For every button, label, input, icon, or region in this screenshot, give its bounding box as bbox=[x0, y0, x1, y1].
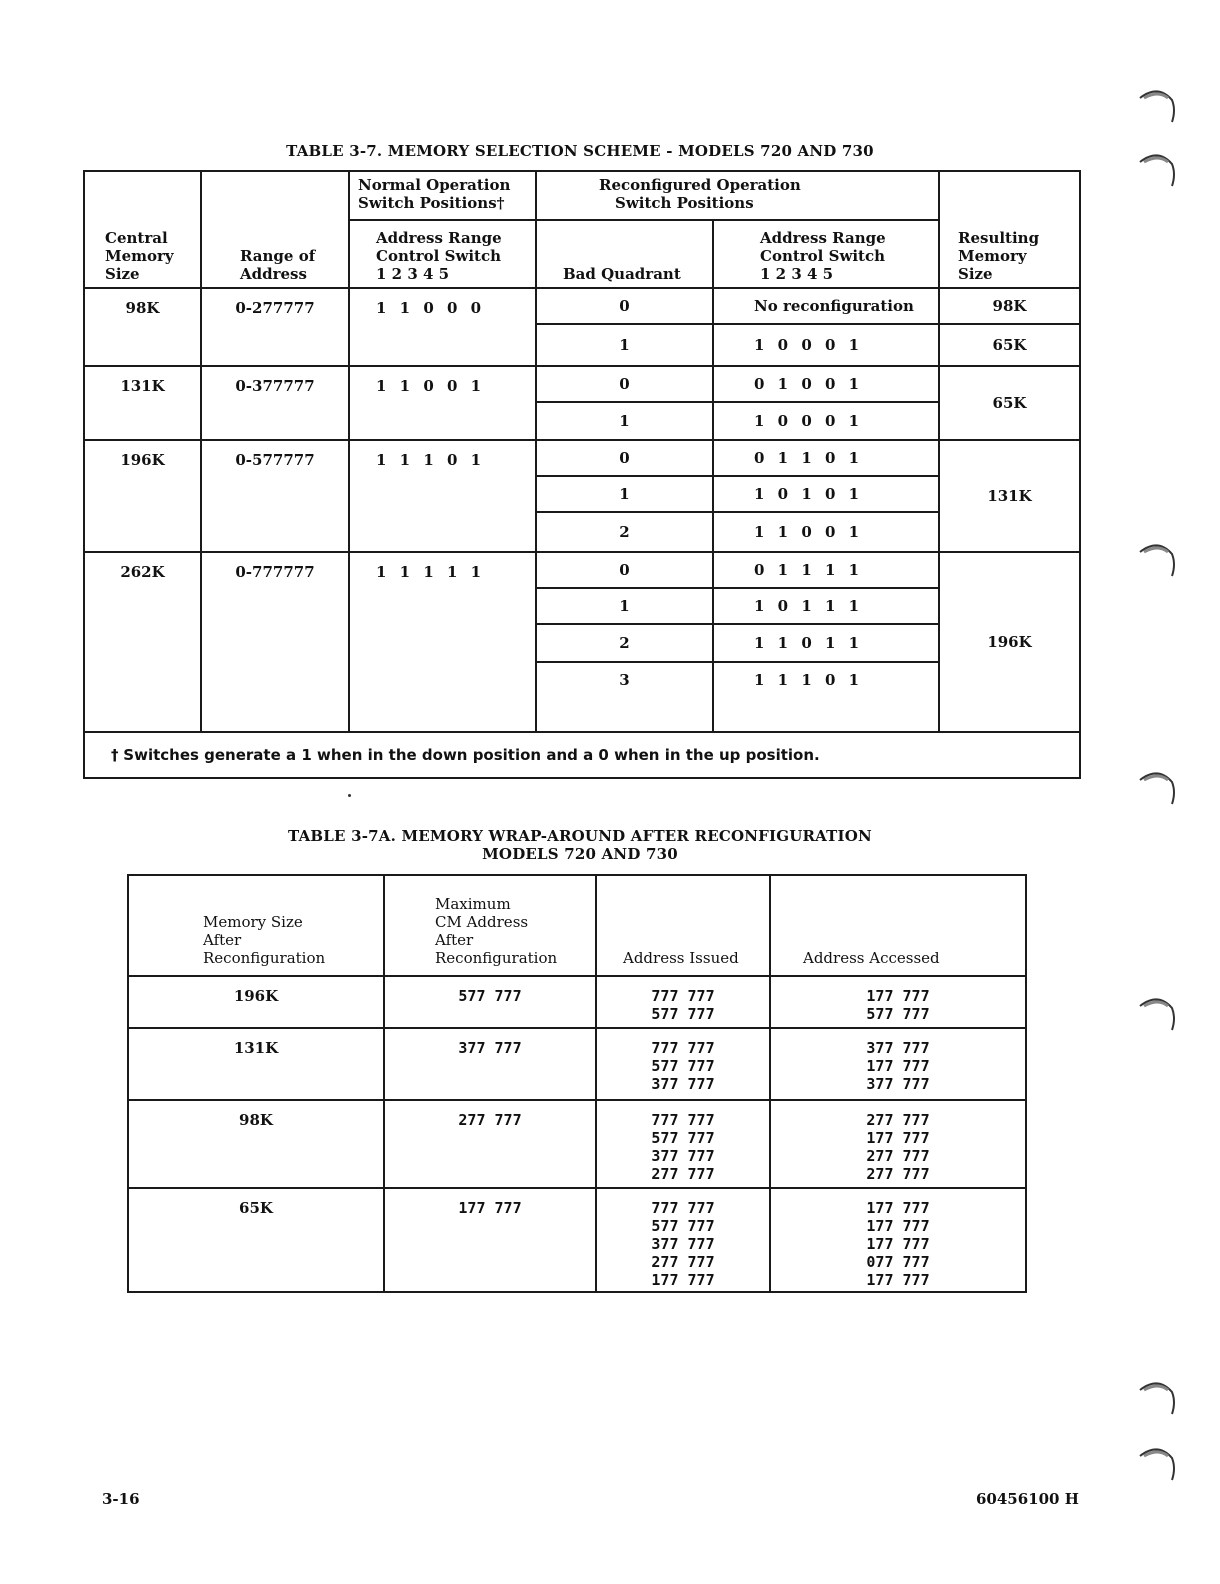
table-row bbox=[84, 288, 1080, 324]
address-issued bbox=[596, 976, 770, 1028]
bad-quadrant: 3 bbox=[536, 662, 713, 732]
memory-size: 65K bbox=[128, 1188, 384, 1292]
address-value: 177 777 bbox=[866, 1217, 930, 1235]
bad-quadrant: 0 bbox=[536, 552, 713, 588]
binder-hole-mark bbox=[1138, 86, 1178, 126]
address-value: 577 777 bbox=[866, 1005, 930, 1023]
footnote-row bbox=[84, 732, 1080, 778]
header-text: Control Switch bbox=[376, 247, 502, 265]
bad-quadrant: 0 bbox=[536, 440, 713, 476]
address-accessed bbox=[770, 1188, 1026, 1292]
reconfigured-switch-positions: 1 1 1 0 1 bbox=[713, 662, 939, 732]
header-text: Range of bbox=[240, 247, 316, 265]
bad-quadrant: 0 bbox=[536, 366, 713, 402]
header-text: Memory bbox=[958, 247, 1027, 265]
memory-size: 98K bbox=[128, 1100, 384, 1188]
binder-hole-mark bbox=[1138, 1378, 1178, 1418]
bad-quadrant: 2 bbox=[536, 624, 713, 662]
central-memory-size: 262K bbox=[84, 552, 201, 732]
bad-quadrant: 2 bbox=[536, 512, 713, 552]
header-address-range-reconf bbox=[713, 220, 939, 288]
resulting-memory-size: 131K bbox=[939, 440, 1080, 552]
header-address-accessed: Address Accessed bbox=[770, 875, 1026, 976]
header-text: After bbox=[203, 931, 242, 949]
table-row bbox=[128, 1188, 1026, 1292]
reconfigured-switch-positions: 0 1 1 0 1 bbox=[713, 440, 939, 476]
header-text: Maximum bbox=[435, 895, 511, 913]
address-value: 577 777 bbox=[651, 1005, 715, 1023]
header-range-of-address bbox=[201, 171, 349, 288]
stray-dot bbox=[348, 794, 351, 797]
address-value: 377 777 bbox=[866, 1075, 930, 1093]
address-value: 777 777 bbox=[651, 1111, 715, 1129]
address-value: 577 777 bbox=[651, 1217, 715, 1235]
address-accessed bbox=[770, 1028, 1026, 1100]
binder-hole-mark bbox=[1138, 1444, 1178, 1484]
memory-selection-table bbox=[83, 170, 1081, 779]
max-cm-address: 577 777 bbox=[384, 976, 596, 1028]
address-value: 377 777 bbox=[651, 1235, 715, 1253]
footnote bbox=[84, 732, 1080, 778]
reconfigured-switch-positions: 1 1 0 0 1 bbox=[713, 512, 939, 552]
resulting-memory-size: 65K bbox=[939, 366, 1080, 440]
page-number: 3-16 bbox=[102, 1490, 140, 1508]
table2-title-line1: TABLE 3-7A. MEMORY WRAP-AROUND AFTER RECONFIGURATION bbox=[288, 827, 872, 845]
normal-switch-positions: 1 1 0 0 1 bbox=[349, 366, 536, 440]
bad-quadrant: 0 bbox=[536, 288, 713, 324]
reconfigured-switch-positions: 1 1 0 1 1 bbox=[713, 624, 939, 662]
address-value: 177 777 bbox=[651, 1271, 715, 1289]
binder-hole-mark bbox=[1138, 150, 1178, 190]
binder-hole-mark bbox=[1138, 994, 1178, 1034]
header-text: Central bbox=[105, 229, 168, 247]
header-text: After bbox=[435, 931, 474, 949]
table1-title: TABLE 3-7. MEMORY SELECTION SCHEME - MODELS 720 AND 730 bbox=[286, 142, 874, 160]
central-memory-size: 98K bbox=[84, 288, 201, 366]
header-text: Switch Positions bbox=[615, 194, 754, 212]
address-value: 577 777 bbox=[651, 1129, 715, 1147]
header-max-cm-address bbox=[384, 875, 596, 976]
header-central-memory bbox=[84, 171, 201, 288]
header-address-issued: Address Issued bbox=[596, 875, 770, 976]
address-issued bbox=[596, 1028, 770, 1100]
header-text: Size bbox=[958, 265, 993, 283]
resulting-memory-size: 65K bbox=[939, 324, 1080, 366]
header-text: 1 2 3 4 5 bbox=[760, 265, 834, 283]
header-text: Memory bbox=[105, 247, 174, 265]
memory-size: 196K bbox=[128, 976, 384, 1028]
address-value: 277 777 bbox=[651, 1253, 715, 1271]
max-cm-address: 177 777 bbox=[384, 1188, 596, 1292]
central-memory-size: 196K bbox=[84, 440, 201, 552]
address-value: 577 777 bbox=[651, 1057, 715, 1075]
address-value: 077 777 bbox=[866, 1253, 930, 1271]
header-text: Size bbox=[105, 265, 140, 283]
header-text: Control Switch bbox=[760, 247, 886, 265]
document-number: 60456100 H bbox=[976, 1490, 1079, 1508]
header-text: Reconfiguration bbox=[435, 949, 558, 967]
memory-size: 131K bbox=[128, 1028, 384, 1100]
address-value: 277 777 bbox=[651, 1165, 715, 1183]
header-text: Normal Operation bbox=[358, 176, 511, 194]
header-text: CM Address bbox=[435, 913, 529, 931]
reconfigured-switch-positions: 1 0 1 1 1 bbox=[713, 588, 939, 624]
header-blank bbox=[939, 171, 1080, 220]
binder-hole-mark bbox=[1138, 540, 1178, 580]
address-accessed bbox=[770, 1100, 1026, 1188]
address-issued bbox=[596, 1188, 770, 1292]
reconfigured-switch-positions: No reconfiguration bbox=[713, 288, 939, 324]
address-value: 777 777 bbox=[651, 987, 715, 1005]
address-value: 277 777 bbox=[866, 1165, 930, 1183]
max-cm-address: 377 777 bbox=[384, 1028, 596, 1100]
address-value: 177 777 bbox=[866, 1235, 930, 1253]
reconfigured-switch-positions: 1 0 1 0 1 bbox=[713, 476, 939, 512]
address-value: 377 777 bbox=[651, 1075, 715, 1093]
header-text: Reconfiguration bbox=[203, 949, 326, 967]
table-row bbox=[84, 552, 1080, 588]
address-range: 0-377777 bbox=[201, 366, 349, 440]
header-text: Reconfigured Operation bbox=[599, 176, 801, 194]
address-value: 377 777 bbox=[866, 1039, 930, 1057]
dagger-mark: † bbox=[111, 746, 119, 764]
address-value: 177 777 bbox=[866, 1199, 930, 1217]
header-normal-operation bbox=[349, 171, 536, 220]
central-memory-size: 131K bbox=[84, 366, 201, 440]
resulting-memory-size: 196K bbox=[939, 552, 1080, 732]
address-range: 0-777777 bbox=[201, 552, 349, 732]
address-issued bbox=[596, 1100, 770, 1188]
table-row bbox=[84, 440, 1080, 476]
bad-quadrant: 1 bbox=[536, 402, 713, 440]
header-text: Address bbox=[240, 265, 307, 283]
address-value: 277 777 bbox=[866, 1111, 930, 1129]
address-value: 777 777 bbox=[651, 1039, 715, 1057]
address-accessed bbox=[770, 976, 1026, 1028]
header-bad-quadrant: Bad Quadrant bbox=[536, 220, 713, 288]
header-text: 1 2 3 4 5 bbox=[376, 265, 450, 283]
header-text: Memory Size bbox=[203, 913, 303, 931]
table-row bbox=[128, 976, 1026, 1028]
header-text: Resulting bbox=[958, 229, 1040, 247]
binder-hole-mark bbox=[1138, 768, 1178, 808]
address-value: 177 777 bbox=[866, 1129, 930, 1147]
address-value: 177 777 bbox=[866, 1057, 930, 1075]
header-text: Address Range bbox=[760, 229, 886, 247]
address-value: 377 777 bbox=[651, 1147, 715, 1165]
reconfigured-switch-positions: 0 1 0 0 1 bbox=[713, 366, 939, 402]
bad-quadrant: 1 bbox=[536, 476, 713, 512]
header-text: Address Range bbox=[376, 229, 502, 247]
header-memory-size bbox=[128, 875, 384, 976]
header-text: Switch Positions† bbox=[358, 194, 505, 212]
address-value: 777 777 bbox=[651, 1199, 715, 1217]
table-row bbox=[128, 1028, 1026, 1100]
address-value: 277 777 bbox=[866, 1147, 930, 1165]
address-value: 177 777 bbox=[866, 1271, 930, 1289]
normal-switch-positions: 1 1 1 0 1 bbox=[349, 440, 536, 552]
address-range: 0-277777 bbox=[201, 288, 349, 366]
bad-quadrant: 1 bbox=[536, 588, 713, 624]
address-value: 177 777 bbox=[866, 987, 930, 1005]
address-range: 0-577777 bbox=[201, 440, 349, 552]
reconfigured-switch-positions: 0 1 1 1 1 bbox=[713, 552, 939, 588]
table-row bbox=[84, 366, 1080, 402]
reconfigured-switch-positions: 1 0 0 0 1 bbox=[713, 402, 939, 440]
table-row bbox=[128, 1100, 1026, 1188]
normal-switch-positions: 1 1 1 1 1 bbox=[349, 552, 536, 732]
resulting-memory-size: 98K bbox=[939, 288, 1080, 324]
footnote-text: Switches generate a 1 when in the down position and a 0 when in the up position. bbox=[123, 746, 820, 764]
table2-title-line2: MODELS 720 AND 730 bbox=[482, 845, 678, 863]
memory-wraparound-table bbox=[127, 874, 1027, 1293]
header-reconfigured-operation bbox=[536, 171, 939, 220]
header-address-range-normal bbox=[349, 220, 536, 288]
reconfigured-switch-positions: 1 0 0 0 1 bbox=[713, 324, 939, 366]
header-resulting-memory bbox=[939, 220, 1080, 288]
normal-switch-positions: 1 1 0 0 0 bbox=[349, 288, 536, 366]
bad-quadrant: 1 bbox=[536, 324, 713, 366]
max-cm-address: 277 777 bbox=[384, 1100, 596, 1188]
